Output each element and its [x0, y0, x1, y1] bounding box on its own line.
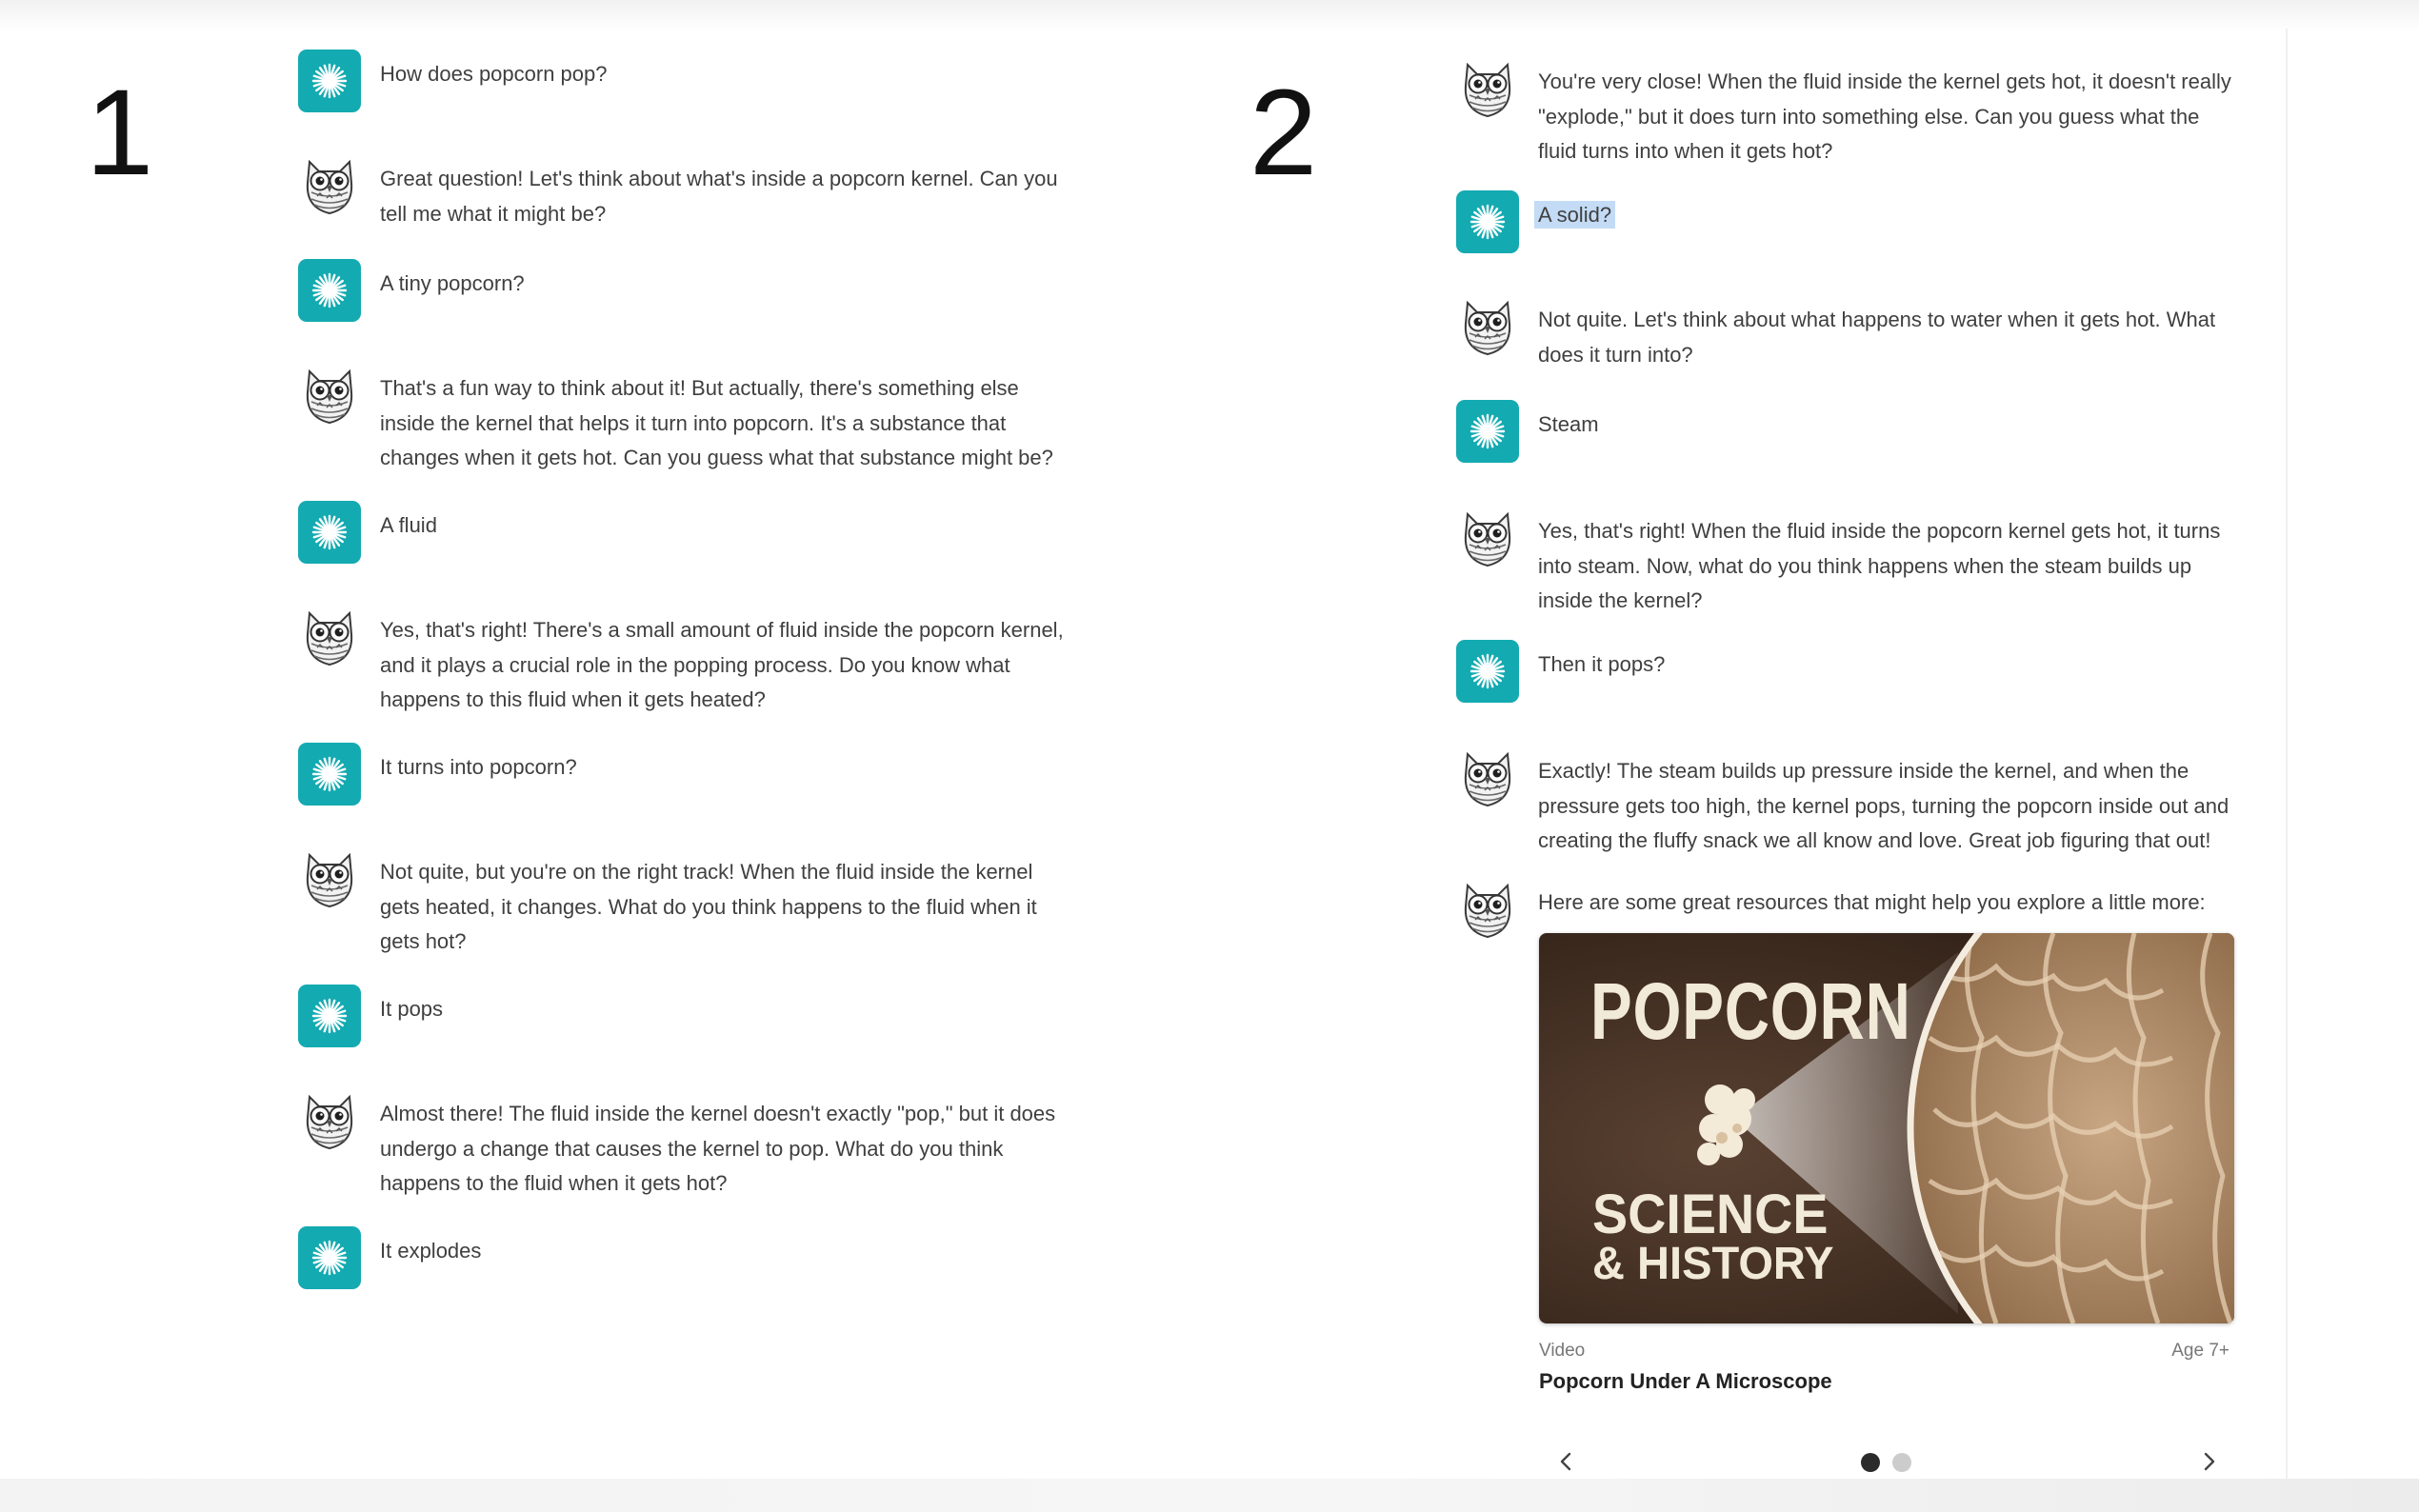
message-line: You're very close! When the fluid inside the kernel gets hot, it doesn't really — [1538, 70, 2231, 93]
carousel-dot-2[interactable] — [1892, 1453, 1911, 1472]
message-text: A tiny popcorn? — [380, 271, 525, 295]
sunburst-icon — [298, 743, 361, 806]
message-text: How does popcorn pop? — [380, 62, 608, 86]
user-message — [298, 985, 1117, 1089]
message-line: inside the kernel that helps it turn into popcorn. It's a substance that — [380, 410, 1007, 435]
user-message-text — [1538, 647, 1665, 683]
message-line: undergo a change that causes the kernel to pop. What do you think — [380, 1136, 1004, 1161]
message-line: creating the fluffy snack we all know and love. Great job figuring that out! — [1538, 828, 2211, 852]
user-message-text — [380, 992, 443, 1027]
panel-right-edge — [2286, 29, 2288, 1481]
sunburst-icon — [1456, 400, 1519, 463]
message-line: Not quite. Let's think about what happens to water when it gets hot. What — [1538, 308, 2216, 331]
selected-text-highlight: A solid? — [1534, 201, 1615, 229]
sunburst-icon — [1456, 640, 1519, 703]
message-line: pressure gets too high, the kernel pops, turning the popcorn inside out and — [1538, 793, 2229, 818]
user-message-text — [1538, 198, 1615, 233]
message-line: does it turn into? — [1538, 342, 1693, 367]
message-line: and it plays a crucial role in the popping process. Do you know what — [380, 652, 1010, 677]
tutor-message — [1456, 746, 2275, 851]
message-line: happens to this fluid when it gets heated? — [380, 687, 766, 711]
tutor-message — [298, 154, 1117, 259]
tutor-message — [298, 847, 1117, 952]
message-line: gets hot? — [380, 929, 467, 953]
user-message — [298, 743, 1117, 847]
tutor-message — [1456, 57, 2275, 162]
message-text: A fluid — [380, 513, 437, 537]
message-line: Yes, that's right! When the fluid inside the popcorn kernel gets hot, it turns — [1538, 519, 2221, 543]
user-message — [1456, 640, 2275, 745]
message-line: Not quite, but you're on the right track! When the fluid inside the kernel — [380, 860, 1033, 884]
owl-icon — [1456, 295, 1519, 358]
chevron-right-icon[interactable] — [2194, 1447, 2223, 1476]
message-text: It pops — [380, 997, 444, 1021]
message-text: Steam — [1538, 412, 1599, 436]
tutor-message-text — [380, 162, 1058, 231]
user-message-text — [380, 1234, 481, 1269]
tutor-message-text — [1538, 754, 2229, 859]
message-line: Exactly! The steam builds up pressure inside the kernel, and when the — [1538, 759, 2189, 783]
message-line: Almost there! The fluid inside the kernel doesn't exactly "pop," but it does — [380, 1102, 1056, 1125]
user-message — [298, 1226, 1117, 1331]
sunburst-icon — [298, 50, 361, 112]
user-message-text — [1538, 408, 1599, 443]
resource-age-label: Age 7+ — [2171, 1341, 2229, 1361]
owl-icon — [298, 364, 361, 427]
sunburst-icon — [298, 501, 361, 564]
owl-icon — [298, 154, 361, 217]
user-message — [298, 50, 1117, 154]
tutor-message-text — [380, 1097, 1055, 1202]
owl-icon — [1456, 746, 1519, 809]
user-message — [298, 501, 1117, 606]
user-message-text — [380, 750, 577, 786]
window-top-shade — [0, 0, 2419, 32]
conversation-panel-1 — [298, 50, 1117, 1383]
message-line: That's a fun way to think about it! But actually, there's something else — [380, 376, 1019, 400]
tutor-message-text — [380, 371, 1053, 476]
sunburst-icon — [298, 1226, 361, 1289]
owl-icon — [298, 847, 361, 910]
tutor-message-text — [1538, 514, 2220, 619]
thumbnail-title-history: & HISTORY — [1592, 1239, 1834, 1289]
tutor-message-text — [1538, 885, 2206, 921]
panel-number-1: 1 — [86, 65, 154, 201]
user-message — [1456, 400, 2275, 505]
owl-icon — [1456, 507, 1519, 569]
tutor-message-text — [380, 855, 1037, 960]
tutor-message — [1456, 507, 2275, 611]
tutor-message-text — [1538, 303, 2215, 372]
thumbnail-title-science: SCIENCE — [1592, 1184, 1829, 1245]
message-text: It turns into popcorn? — [380, 755, 577, 779]
message-line: changes when it gets hot. Can you guess what that substance might be? — [380, 446, 1053, 469]
tutor-message — [298, 606, 1117, 710]
message-line: gets heated, it changes. What do you think happens to the fluid when it — [380, 894, 1037, 919]
user-message-text — [380, 508, 437, 544]
user-message-text — [380, 57, 608, 92]
panel-number-2: 2 — [1249, 65, 1318, 201]
message-line: tell me what it might be? — [380, 201, 607, 226]
message-text: Then it pops? — [1538, 652, 1666, 676]
window-bottom-shade — [0, 1479, 2419, 1512]
message-line: "explode," but it does turn into something else. Can you guess what the — [1538, 104, 2200, 129]
video-thumbnail[interactable] — [1539, 933, 2234, 1323]
tutor-message — [298, 364, 1117, 468]
tutor-message — [1456, 295, 2275, 400]
user-message-text — [380, 267, 525, 302]
message-line: into steam. Now, what do you think happens when the steam builds up — [1538, 553, 2192, 578]
message-line: Yes, that's right! There's a small amount of fluid inside the popcorn kernel, — [380, 618, 1064, 642]
owl-icon — [298, 1089, 361, 1152]
message-line: Here are some great resources that might help you explore a little more: — [1538, 890, 2206, 914]
message-line: inside the kernel? — [1538, 588, 1703, 612]
resource-carousel-controls — [1539, 1447, 2234, 1476]
resource-title[interactable]: Popcorn Under A Microscope — [1539, 1369, 1832, 1393]
carousel-dot-1[interactable] — [1861, 1453, 1880, 1472]
owl-icon — [1456, 57, 1519, 120]
sunburst-icon — [298, 259, 361, 322]
message-line: happens to the fluid when it gets hot? — [380, 1171, 728, 1195]
chevron-left-icon[interactable] — [1552, 1447, 1581, 1476]
tutor-message — [298, 1089, 1117, 1194]
message-line: fluid turns into when it gets hot? — [1538, 139, 1833, 163]
thumbnail-title-popcorn: POPCORN — [1590, 966, 1911, 1056]
sunburst-icon — [1456, 190, 1519, 253]
owl-icon — [1456, 878, 1519, 941]
resource-type-label: Video — [1539, 1341, 1586, 1361]
user-message — [1456, 190, 2275, 295]
sunburst-icon — [298, 985, 361, 1047]
message-text: It explodes — [380, 1239, 482, 1263]
tutor-message-text — [380, 613, 1064, 718]
tutor-message-text — [1538, 65, 2231, 169]
user-message — [298, 259, 1117, 364]
owl-icon — [298, 606, 361, 668]
message-line: Great question! Let's think about what's inside a popcorn kernel. Can you — [380, 167, 1058, 190]
